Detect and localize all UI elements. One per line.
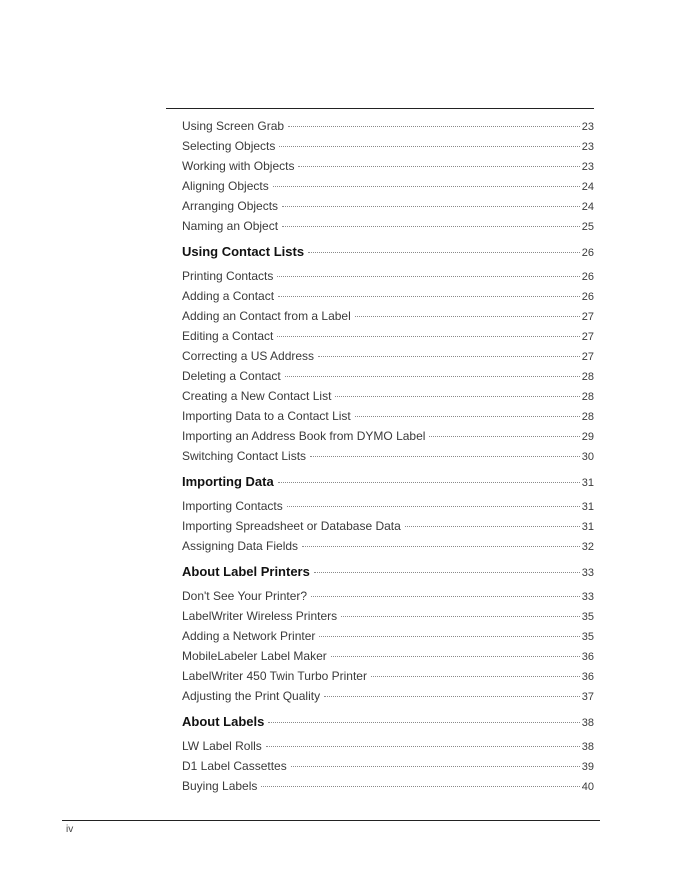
dot-leader [324, 696, 580, 697]
toc-entry-page: 36 [581, 671, 594, 683]
toc-entry[interactable] [182, 218, 594, 234]
top-rule [166, 108, 594, 109]
toc-entry-title: MobileLabeler Label Maker [182, 649, 327, 663]
toc-entry[interactable] [182, 608, 594, 624]
dot-leader [314, 572, 580, 573]
toc-entry-page: 38 [581, 741, 594, 753]
toc-section-heading[interactable] [182, 713, 594, 731]
toc-entry-page: 38 [581, 717, 594, 729]
dot-leader [355, 316, 580, 317]
toc-entry[interactable] [182, 428, 594, 444]
toc-entry[interactable] [182, 668, 594, 684]
dot-leader [288, 126, 580, 127]
dot-leader [268, 722, 579, 723]
toc-entry-page: 40 [581, 781, 594, 793]
toc-entry-page: 28 [581, 371, 594, 383]
toc-entry-title: Selecting Objects [182, 139, 276, 153]
toc-entry-title: LW Label Rolls [182, 739, 262, 753]
dot-leader [278, 482, 580, 483]
toc-entry[interactable] [182, 388, 594, 404]
toc-entry-title: Importing Data [182, 474, 274, 489]
toc-entry-title: D1 Label Cassettes [182, 759, 287, 773]
toc-entry[interactable] [182, 628, 594, 644]
toc-entry-page: 31 [581, 501, 594, 513]
toc-entry-page: 35 [581, 631, 594, 643]
dot-leader [298, 166, 579, 167]
footer-rule [62, 820, 600, 821]
toc-entry-title: Importing an Address Book from DYMO Label [182, 429, 426, 443]
toc-entry[interactable] [182, 738, 594, 754]
toc-entry-title: Adding an Contact from a Label [182, 309, 351, 323]
toc-entry[interactable] [182, 348, 594, 364]
toc-entry[interactable] [182, 648, 594, 664]
toc-entry-title: Adding a Network Printer [182, 629, 316, 643]
toc-entry-page: 25 [581, 221, 594, 233]
toc-entry-title: Deleting a Contact [182, 369, 281, 383]
dot-leader [282, 206, 580, 207]
toc-entry-page: 36 [581, 651, 594, 663]
dot-leader [429, 436, 579, 437]
toc-entry-page: 27 [581, 331, 594, 343]
toc-entry-title: Importing Contacts [182, 499, 283, 513]
toc-entry-page: 35 [581, 611, 594, 623]
toc-entry-page: 23 [581, 141, 594, 153]
toc-entry-title: Editing a Contact [182, 329, 274, 343]
toc-entry-page: 30 [581, 451, 594, 463]
toc-entry-title: Adding a Contact [182, 289, 275, 303]
toc-entry[interactable] [182, 328, 594, 344]
dot-leader [310, 456, 580, 457]
toc-entry-page: 29 [581, 431, 594, 443]
toc-entry-page: 32 [581, 541, 594, 553]
toc-entry[interactable] [182, 758, 594, 774]
dot-leader [285, 376, 580, 377]
toc-entry-title: Creating a New Contact List [182, 389, 332, 403]
dot-leader [278, 296, 580, 297]
toc-entry[interactable] [182, 588, 594, 604]
dot-leader [277, 336, 579, 337]
toc-entry-title: Assigning Data Fields [182, 539, 299, 553]
toc-entry-title: Don't See Your Printer? [182, 589, 308, 603]
toc-entry-page: 28 [581, 391, 594, 403]
toc-entry-page: 27 [581, 311, 594, 323]
toc-entry-page: 31 [581, 477, 594, 489]
toc-entry-title: About Label Printers [182, 564, 310, 579]
toc-entry[interactable] [182, 158, 594, 174]
toc-entry-title: Buying Labels [182, 779, 258, 793]
toc-entry[interactable] [182, 518, 594, 534]
toc-entry[interactable] [182, 778, 594, 794]
toc-entry-title: Correcting a US Address [182, 349, 315, 363]
dot-leader [308, 252, 580, 253]
dot-leader [261, 786, 579, 787]
toc-entry-page: 24 [581, 201, 594, 213]
dot-leader [279, 146, 579, 147]
toc-entry-page: 37 [581, 691, 594, 703]
toc-entry-title: Aligning Objects [182, 179, 269, 193]
toc-section-heading[interactable] [182, 243, 594, 261]
toc-entry-page: 27 [581, 351, 594, 363]
toc-entry-page: 26 [581, 291, 594, 303]
dot-leader [273, 186, 580, 187]
toc-entry[interactable] [182, 498, 594, 514]
dot-leader [266, 746, 580, 747]
toc-entry-page: 26 [581, 247, 594, 259]
page-number: iv [66, 824, 74, 835]
toc-entry-title: Importing Data to a Contact List [182, 409, 351, 423]
dot-leader [318, 356, 580, 357]
toc-entry-page: 39 [581, 761, 594, 773]
toc-entry-page: 33 [581, 591, 594, 603]
toc-entry[interactable] [182, 368, 594, 384]
toc-entry[interactable] [182, 688, 594, 704]
toc-entry-title: Arranging Objects [182, 199, 279, 213]
toc-entry-title: Importing Spreadsheet or Database Data [182, 519, 401, 533]
toc-entry[interactable] [182, 448, 594, 464]
toc-entry-page: 33 [581, 567, 594, 579]
dot-leader [405, 526, 580, 527]
toc-entry[interactable] [182, 198, 594, 214]
dot-leader [335, 396, 579, 397]
toc-entry[interactable] [182, 118, 594, 134]
toc-section-heading[interactable] [182, 473, 594, 491]
toc-entry-page: 24 [581, 181, 594, 193]
dot-leader [341, 616, 580, 617]
dot-leader [287, 506, 580, 507]
toc-entry[interactable] [182, 308, 594, 324]
toc-entry[interactable] [182, 268, 594, 284]
dot-leader [331, 656, 580, 657]
dot-leader [319, 636, 579, 637]
toc-entry-title: Using Screen Grab [182, 119, 285, 133]
dot-leader [282, 226, 580, 227]
toc-entry[interactable] [182, 178, 594, 194]
dot-leader [277, 276, 579, 277]
toc-entry[interactable] [182, 408, 594, 424]
dot-leader [311, 596, 580, 597]
toc-entry-title: LabelWriter 450 Twin Turbo Printer [182, 669, 367, 683]
toc-entry-title: Adjusting the Print Quality [182, 689, 321, 703]
dot-leader [371, 676, 580, 677]
toc-entry[interactable] [182, 138, 594, 154]
toc-entry-page: 26 [581, 271, 594, 283]
toc-entry-page: 23 [581, 121, 594, 133]
toc-entry-title: LabelWriter Wireless Printers [182, 609, 338, 623]
toc-entry-page: 28 [581, 411, 594, 423]
toc-entry-page: 23 [581, 161, 594, 173]
dot-leader [302, 546, 580, 547]
dot-leader [291, 766, 580, 767]
toc-entry-title: Naming an Object [182, 219, 279, 233]
toc-section-heading[interactable] [182, 563, 594, 581]
dot-leader [355, 416, 580, 417]
toc-entry-title: Switching Contact Lists [182, 449, 307, 463]
toc-entry[interactable] [182, 538, 594, 554]
toc-entry-title: Printing Contacts [182, 269, 274, 283]
toc-entry-title: Using Contact Lists [182, 244, 305, 259]
toc-entry[interactable] [182, 288, 594, 304]
toc-entry-page: 31 [581, 521, 594, 533]
toc-entry-title: About Labels [182, 714, 265, 729]
toc-entry-title: Working with Objects [182, 159, 295, 173]
